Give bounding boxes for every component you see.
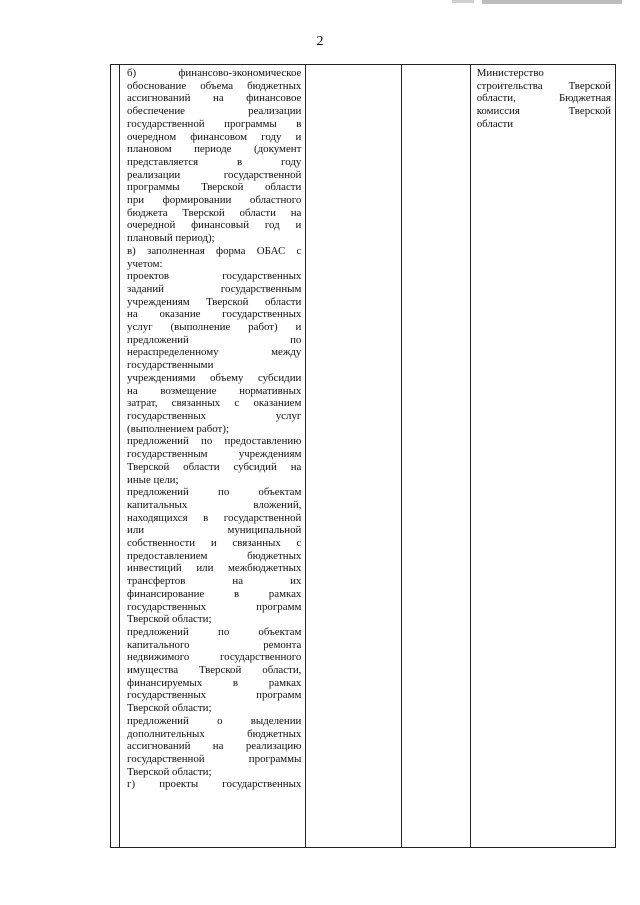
responsible-text <box>471 65 615 131</box>
requirements-cell <box>120 65 306 848</box>
requirements-line: ассигнований на реализацию <box>127 740 302 753</box>
requirements-line: предложений по <box>127 333 302 346</box>
responsible-line: области <box>476 117 514 130</box>
index-cell <box>111 65 120 848</box>
requirements-line: при формировании областного <box>127 194 302 207</box>
responsible-line: Министерство <box>476 67 544 79</box>
requirements-line: финансируемых в рамках <box>127 676 302 689</box>
requirements-line: государственной программы <box>127 752 302 765</box>
requirements-line: финансирование в рамках <box>127 587 302 600</box>
requirements-line: капитальных вложений, <box>127 498 302 511</box>
requirements-text <box>120 65 305 791</box>
requirements-line: учетом: <box>127 257 163 270</box>
requirements-line: государственных услуг <box>127 409 302 422</box>
responsible-line: строительства Тверской <box>476 79 611 92</box>
requirements-line: имущества Тверской области, <box>127 664 302 677</box>
requirements-line: б) финансово-экономическое <box>127 67 302 79</box>
requirements-line: государственных программ <box>127 600 302 613</box>
requirements-line: (выполнением работ); <box>127 422 229 435</box>
requirements-line: или муниципальной <box>127 524 302 537</box>
requirements-line: собственности и связанных с <box>127 537 302 550</box>
requirements-line: инвестиций или межбюджетных <box>127 562 302 575</box>
requirements-line: на возмещение нормативных <box>127 384 302 397</box>
responsible-line: области, Бюджетная <box>476 92 611 105</box>
requirements-line: предоставлением бюджетных <box>127 549 302 562</box>
requirements-line: предложений по объектам <box>127 486 302 499</box>
page-number: 2 <box>316 34 324 49</box>
requirements-line: государственной программы в <box>127 117 302 130</box>
requirements-line: находящихся в государственной <box>127 511 302 524</box>
requirements-line: государственными <box>127 359 214 372</box>
requirements-line: нераспределенному между <box>127 346 302 359</box>
requirements-line: Тверской области; <box>127 702 212 715</box>
responsible-line: комиссия Тверской <box>476 105 611 118</box>
requirements-line: учреждениями объему субсидии <box>127 371 302 384</box>
requirements-line: Тверской области; <box>127 765 212 778</box>
responsible-cell <box>470 65 615 848</box>
table-row <box>111 65 616 848</box>
requirements-line: обеспечение реализации <box>127 105 302 118</box>
requirements-line: г) проекты государственных <box>127 778 302 791</box>
requirements-line: очередной финансовый год и <box>127 219 302 232</box>
scan-artifact <box>482 0 622 4</box>
requirements-line: обоснование объема бюджетных <box>127 79 302 92</box>
requirements-line: государственных программ <box>127 689 302 702</box>
requirements-line: плановый период); <box>127 232 215 245</box>
requirements-line: учреждениям Тверской области <box>127 295 302 308</box>
requirements-line: на оказание государственных <box>127 308 302 321</box>
requirements-line: предложений о выделении <box>127 714 302 727</box>
empty-cell <box>401 65 470 848</box>
requirements-line: плановом периоде (документ <box>127 143 302 156</box>
requirements-line: проектов государственных <box>127 270 302 283</box>
requirements-line: предложений по объектам <box>127 625 302 638</box>
requirements-line: в) заполненная форма ОБАС с <box>127 244 302 257</box>
requirements-line: услуг (выполнение работ) и <box>127 321 302 334</box>
requirements-line: затрат, связанных с оказанием <box>127 397 302 410</box>
requirements-line: представляется в году <box>127 155 302 168</box>
requirements-line: государственным учреждениям <box>127 448 302 461</box>
requirements-line: ассигнований на финансовое <box>127 92 302 105</box>
requirements-line: реализации государственной <box>127 168 302 181</box>
requirements-line: трансфертов на их <box>127 575 302 588</box>
requirements-line: капитального ремонта <box>127 638 302 651</box>
requirements-line: Тверской области; <box>127 613 212 626</box>
empty-cell <box>306 65 401 848</box>
requirements-table <box>110 64 616 848</box>
requirements-line: недвижимого государственного <box>127 651 302 664</box>
requirements-line: заданий государственным <box>127 282 302 295</box>
requirements-line: очередном финансовом году и <box>127 130 302 143</box>
requirements-line: программы Тверской области <box>127 181 302 194</box>
requirements-line: предложений по предоставлению <box>127 435 302 448</box>
requirements-line: дополнительных бюджетных <box>127 727 302 740</box>
requirements-line: Тверской области субсидий на <box>127 460 302 473</box>
requirements-line: иные цели; <box>127 473 179 486</box>
requirements-line: бюджета Тверской области на <box>127 206 302 219</box>
